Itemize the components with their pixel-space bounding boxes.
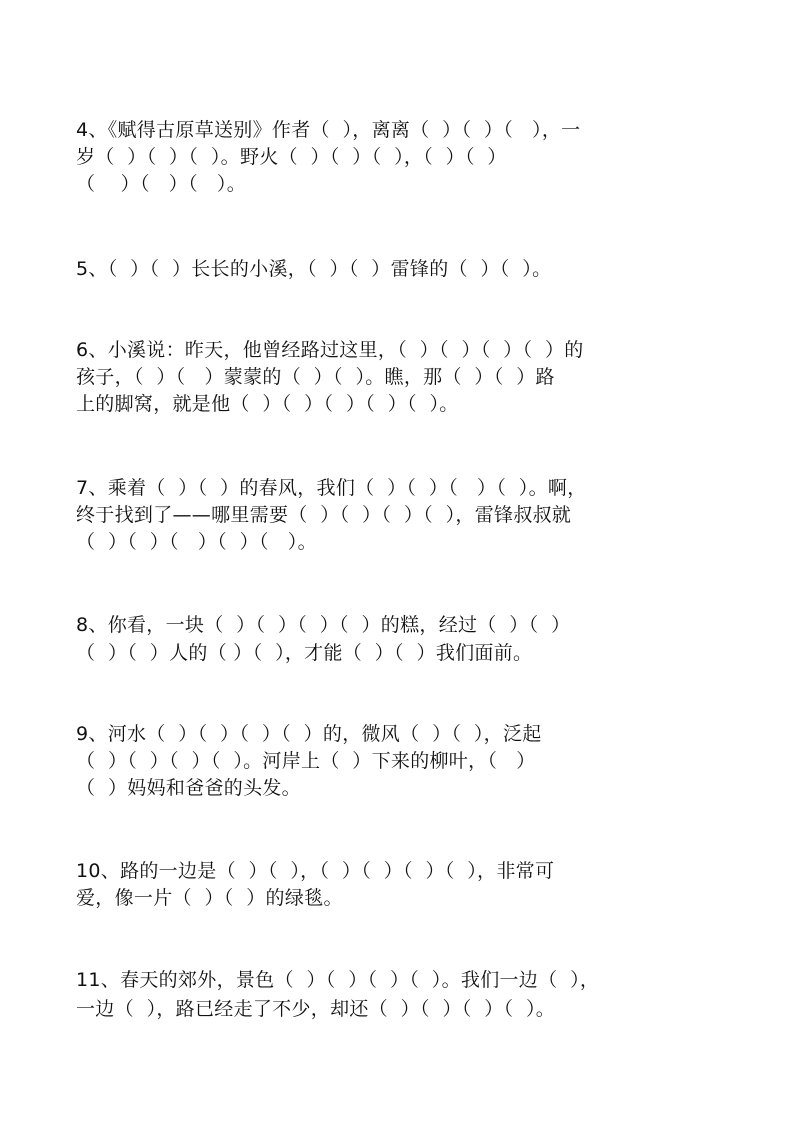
- question-11-line-2: 一边（ ），路已经走了不少，却还（ ）（ ）（ ）（ ）。: [76, 998, 556, 1020]
- question-8-line-1: 8、你看，一块（ ）（ ）（ ）（ ）的糕，经过（ ）（ ）: [76, 614, 571, 636]
- question-7-line-1: 7、乘着（ ）（ ）的春风，我们（ ）（ ）（ ）（ ）。啊，: [76, 477, 587, 499]
- question-9-line-1: 9、河水（ ）（ ）（ ）（ ）的，微风（ ）（ ），泛起: [76, 723, 542, 745]
- question-10-line-2: 爱，像一片（ ）（ ）的绿毯。: [76, 887, 343, 909]
- question-9-line-2: （ ）（ ）（ ）（ ）。河岸上（ ）下来的柳叶，（ ）: [76, 750, 536, 772]
- question-8-line-2: （ ）（ ）人的（ ）（ ），才能（ ）（ ）我们面前。: [76, 642, 533, 664]
- question-4-line-1: 4、《赋得古原草送别》作者（ ），离离（ ）（ ）（ ），一: [76, 119, 581, 141]
- question-6-line-2: 孩子，（ ）（ ）蒙蒙的（ ）（ ）。瞧，那（ ）（ ）路: [76, 366, 555, 388]
- question-10-line-1: 10、路的一边是（ ）（ ），（ ）（ ）（ ）（ ），非常可: [76, 860, 555, 882]
- question-4-line-3: （ ）（ ）（ ）。: [76, 173, 246, 195]
- question-9-line-3: （ ）妈妈和爸爸的头发。: [76, 777, 301, 799]
- question-6-line-1: 6、小溪说：昨天，他曾经路过这里，（ ）（ ）（ ）（ ）的: [76, 339, 584, 361]
- question-6-line-3: 上的脚窝，就是他（ ）（ ）（ ）（ ）（ ）。: [76, 393, 459, 415]
- question-11-line-1: 11、春天的郊外，景色（ ）（ ）（ ）（ ）。我们一边（ ），: [76, 969, 600, 991]
- question-7-line-3: （ ）（ ）（ ）（ ）（ ）。: [76, 531, 317, 553]
- question-7-line-2: 终于找到了——哪里需要（ ）（ ）（ ）（ ），雷锋叔叔就: [76, 504, 572, 526]
- question-4-line-2: 岁（ ）（ ）（ ）。野火（ ）（ ）（ ），（ ）（ ）: [76, 146, 507, 168]
- question-5-line-1: 5、（ ）（ ）长长的小溪，（ ）（ ）雷锋的（ ）（ ）。: [76, 258, 552, 280]
